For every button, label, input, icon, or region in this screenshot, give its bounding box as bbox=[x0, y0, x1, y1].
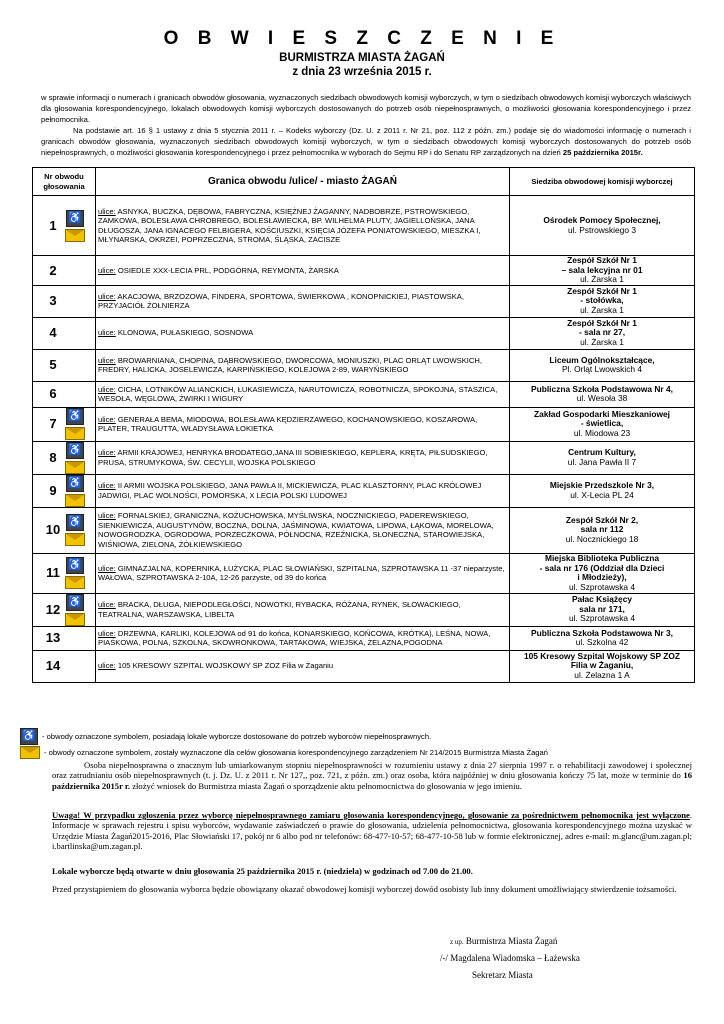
district-number-cell bbox=[33, 196, 96, 256]
info-text: . Informacje w sprawach rejestru i spisu wyborców, wydawanie zaświadczeń o prawie do głosowania, udzielenia pełnomocnictwa, głosowania korespondencyjnego można uzyskać w Urzędzie Miasta Żagań2015-2016, Plac Słowiański 17, pokój nr 6 albo pod nr telefonów: 68-477-10-57; 68-477-10-58 lub w formie elektronicznej, adres e-mail: m.glanc@um.zagan.pl; i.bartlinska@um.zagan.pl. bbox=[52, 810, 692, 852]
district-number: 10 bbox=[45, 522, 61, 538]
district-number: 8 bbox=[49, 449, 57, 465]
streets-prefix: ulice: bbox=[98, 511, 116, 520]
streets-prefix: ulice: bbox=[98, 384, 116, 394]
district-number: 2 bbox=[49, 262, 57, 278]
intro-paragraph-2 bbox=[41, 125, 691, 158]
commission-seat-line: ul. Żarska 1 bbox=[580, 336, 624, 347]
commission-seat-cell bbox=[510, 474, 695, 507]
commission-seat-cell bbox=[510, 553, 695, 593]
paragraph-proxy bbox=[52, 760, 692, 791]
envelope-icon bbox=[65, 461, 85, 474]
district-number-cell bbox=[33, 256, 96, 286]
district-number-cell bbox=[33, 407, 96, 441]
header-granica: Granica obwodu /ulice/ - miasto ŻAGAŃ bbox=[96, 168, 510, 196]
document-title: O B W I E S Z C Z E N I E bbox=[163, 28, 561, 49]
warning-text: Uwaga! W przypadku zgłoszenia przez wyborcę niepełnosprawnego zamiaru głosowania korespondencyjnego, głosowanie za pośrednictwem pełnomocnika jest wyłączone bbox=[52, 810, 690, 820]
district-number-cell bbox=[33, 593, 96, 626]
commission-seat-line: ul. Pstrowskiego 3 bbox=[568, 224, 636, 235]
district-icons bbox=[65, 442, 85, 474]
commission-seat-line: ul. Szkolna 42 bbox=[575, 637, 629, 647]
header-siedziba: Siedziba obwodowej komisji wyborczej bbox=[510, 168, 695, 196]
streets-prefix: ulice: bbox=[98, 448, 116, 457]
table-row bbox=[33, 441, 695, 474]
table-row bbox=[33, 349, 695, 381]
commission-seat-line: Centrum Kultury, bbox=[568, 447, 636, 457]
table-row bbox=[33, 407, 695, 441]
intro-section bbox=[41, 92, 691, 158]
commission-seat-line: ul. Szprotawska 4 bbox=[568, 613, 636, 624]
commission-seat-line: - stołówka, bbox=[580, 295, 624, 306]
streets-list: DRZEWNA, KARLIKI, KOLEJOWA od 91 do końca, KONARSKIEGO, KOŃCOWA, KRÓTKA), LEŚNA, NOWA, PIAŚKOWA, POLNA, SZKOLNA, SKOWRONKOWA, TARTAKOWA, WIEJSKA, ŻELAZNA,POGODNA bbox=[98, 628, 491, 647]
commission-seat-line: Zespół Szkół Nr 1 bbox=[567, 285, 637, 296]
legend-wc-text: - obwody oznaczone symbolem, posiadają lokale wyborcze dostosowane do potrzeb wyborców niepełnosprawnych. bbox=[42, 732, 432, 741]
commission-seat-cell bbox=[510, 650, 695, 682]
signature-prefix: z up. bbox=[450, 938, 464, 946]
commission-seat-line: Miejska Biblioteka Publiczna bbox=[544, 553, 660, 563]
wheelchair-icon: ♿ bbox=[66, 442, 84, 459]
paragraph-hours bbox=[52, 866, 692, 876]
streets-list: GENERAŁA BEMA, MIODOWA, BOLESŁAWA KĘDZIERZAWEGO, KOCHANOWSKIEGO, KOSZAROWA, PLATER, TRAUGUTTA, WŁADYSŁAWA ŁOKIETKA bbox=[98, 414, 478, 433]
table-row bbox=[33, 196, 695, 256]
header-nr: Nr obwodu głosowania bbox=[33, 168, 96, 196]
commission-seat-line: Publiczna Szkoła Podstawowa Nr 3, bbox=[531, 627, 673, 638]
streets-prefix: ulice: bbox=[98, 206, 116, 216]
streets-prefix: ulice: bbox=[98, 628, 116, 638]
district-icons bbox=[65, 594, 85, 626]
commission-seat-line: Zakład Gospodarki Mieszkaniowej bbox=[534, 408, 670, 419]
district-number: 13 bbox=[45, 630, 61, 646]
commission-seat-line: Publiczna Szkoła Podstawowa Nr 4, bbox=[531, 383, 673, 394]
commission-seat-line: Zespół Szkół Nr 1 bbox=[567, 255, 637, 265]
district-icons bbox=[65, 408, 85, 440]
envelope-icon bbox=[65, 494, 85, 507]
commission-seat-line: Filia w Żaganiu, bbox=[570, 660, 634, 671]
table-row bbox=[33, 256, 695, 286]
streets-list: ASNYKA, BUCZKA, DĘBOWA, FABRYCZNA, KSIĘŻNEJ ŻAGANNY, NADBOBRZE, PSTROWSKIEGO, ZAMKOWA, BOLESŁAWA CHROBREGO, BOLESŁAWIECKA, BP. WILHELMA PLUTY, JAGIELLOŃSKA, JANA DŁUGOSZA, JANA IGNACEGO FELBIGERA, KOŚCIUSZKI, KSIĘCIA JÓZEFA PONIATOWSKIEGO, MIESZKA I, MŁYNARSKA, OKRZEI, POPRZECZNA, STROMA, ŚLĄSKA, ZACISZE bbox=[98, 206, 481, 244]
wheelchair-icon: ♿ bbox=[66, 594, 84, 611]
wheelchair-icon: ♿ bbox=[66, 408, 84, 425]
envelope-icon bbox=[65, 229, 85, 242]
district-number-cell bbox=[33, 650, 96, 682]
district-streets-cell bbox=[96, 650, 510, 682]
legend-env bbox=[20, 745, 700, 760]
streets-list: OSIEDLE XXX-LECIA PRL, PODGÓRNA, REYMONTA, ŻARSKA bbox=[117, 265, 339, 275]
district-streets-cell bbox=[96, 507, 510, 553]
commission-seat-line: ul. X-Lecia PL 24 bbox=[570, 489, 634, 500]
streets-list: AKACJOWA, BRZOZOWA, FINDERA, SPORTOWA, ŚWIERKOWA , KONOPNICKIEJ, PIASTOWSKA, PRZYJACIÓŁ ŻOŁNIERZA bbox=[98, 291, 464, 310]
district-streets-cell bbox=[96, 626, 510, 650]
district-streets-cell bbox=[96, 474, 510, 507]
proxy-text-b: złożyć wniosek do Burmistrza miasta Żagań o sporządzenie aktu pełnomocnictwa do głosowania w jego imieniu. bbox=[132, 780, 522, 791]
district-streets-cell bbox=[96, 285, 510, 317]
document-date: z dnia 23 września 2015 r. bbox=[292, 66, 432, 78]
election-date: 25 października 2015r. bbox=[562, 148, 643, 157]
table-row bbox=[33, 474, 695, 507]
district-streets-cell bbox=[96, 593, 510, 626]
legend-wc bbox=[20, 728, 700, 745]
legend-env-text: - obwody oznaczone symbolem, zostały wyznaczone dla celów głosowania korespondencyjnego zarządzeniem Nr 214/2015 Burmistrza Miasta Żagań bbox=[44, 748, 548, 757]
opening-hours: Lokale wyborcze będą otwarte w dniu głosowania 25 października 2015 r. (niedziela) w godzinach od 7.00 do 21.00. bbox=[52, 866, 473, 876]
districts-table bbox=[32, 167, 695, 683]
table-row bbox=[33, 593, 695, 626]
wheelchair-icon: ♿ bbox=[66, 475, 84, 492]
commission-seat-cell bbox=[510, 196, 695, 256]
proxy-deadline: 16 października 2015r r. bbox=[52, 770, 692, 791]
envelope-icon bbox=[65, 533, 85, 546]
district-streets-cell bbox=[96, 256, 510, 286]
district-number: 9 bbox=[49, 482, 57, 498]
commission-seat-line: ul. Jana Pawła II 7 bbox=[567, 456, 637, 467]
table-row bbox=[33, 381, 695, 407]
district-number: 4 bbox=[49, 325, 57, 341]
streets-prefix: ulice: bbox=[98, 600, 116, 609]
commission-seat-cell bbox=[510, 593, 695, 626]
table-row bbox=[33, 626, 695, 650]
streets-prefix: ulice: bbox=[98, 291, 116, 301]
commission-seat-line: Pl. Orląt Lwowskich 4 bbox=[561, 364, 643, 374]
streets-list: II ARMII WOJSKA POLSKIEGO, JANA PAWŁA II, MICKIEWICZA, PLAC KLASZTORNY, PLAC KRÓLOWEJ JADWIGI, PLAC WOLNOŚCI, POMORSKA, X LECIA POLSKI LUDOWEJ bbox=[98, 481, 482, 500]
streets-list: BROWARNIANA, CHOPINA, DĄBROWSKIEGO, DWORCOWA, MONIUSZKI, PLAC ORLĄT LWOWSKICH, FREDRY, HALICKA, JOSELEWICZA, KARPIŃSKIEGO, KOLEJOWA 2-89, WARYŃSKIEGO bbox=[98, 355, 482, 374]
district-number-cell bbox=[33, 317, 96, 349]
streets-list: 105 KRESOWY SZPITAL WOJSKOWY SP ZOZ Filia w Żaganiu bbox=[117, 661, 334, 671]
commission-seat-line: Zespół Szkół Nr 2, bbox=[565, 514, 639, 525]
commission-seat-line: sala nr 171, bbox=[579, 603, 625, 614]
table-row bbox=[33, 650, 695, 682]
commission-seat-cell bbox=[510, 626, 695, 650]
intro-p2-text: Na podstawie art. 16 § 1 ustawy z dnia 5 stycznia 2011 r. – Kodeks wyborczy (Dz. U. z 2011 r. Nr 21, poz. 112 z późn. zm.) podaje się do wiadomości informację o numerach i granicach obwodów głosowania, wyznaczonych siedzibach obwodowych komisji wyborczych, w tym o siedzibach obwodowych komisji wyborczych dostosowanych do potrzeb osób niepełnosprawnych, o możliwości głosowania korespondencyjnego i przez pełnomocnika w wyborach do Sejmu RP i do Senatu RP zarządzonych na dzień bbox=[41, 126, 691, 157]
commission-seat-cell bbox=[510, 349, 695, 381]
envelope-icon bbox=[65, 427, 85, 440]
commission-seat-line: - świetlica, bbox=[580, 418, 624, 429]
wheelchair-icon: ♿ bbox=[66, 210, 84, 227]
district-icons bbox=[65, 557, 85, 589]
district-number: 1 bbox=[49, 217, 57, 233]
commission-seat-cell bbox=[510, 441, 695, 474]
commission-seat-line: - sala nr 27, bbox=[578, 327, 626, 338]
commission-seat-line: ul. Nocznickiego 18 bbox=[565, 533, 639, 544]
streets-prefix: ulice: bbox=[98, 661, 116, 671]
signature-authority: Burmistrza Miasta Żagań bbox=[465, 936, 558, 946]
district-icons bbox=[65, 210, 85, 242]
district-streets-cell bbox=[96, 317, 510, 349]
district-streets-cell bbox=[96, 441, 510, 474]
district-number-cell bbox=[33, 553, 96, 593]
commission-seat-line: ul. Żarska 1 bbox=[580, 304, 624, 315]
commission-seat-line: ul. Żelazna 1 A bbox=[574, 669, 630, 680]
wheelchair-icon: ♿ bbox=[66, 557, 84, 574]
commission-seat-line: Pałac Książęcy bbox=[571, 594, 633, 605]
commission-seat-cell bbox=[510, 381, 695, 407]
envelope-icon bbox=[65, 576, 85, 589]
commission-seat-cell bbox=[510, 317, 695, 349]
commission-seat-line: ul. Szprotawska 4 bbox=[568, 581, 636, 592]
district-number: 3 bbox=[49, 293, 57, 309]
district-number: 5 bbox=[49, 357, 57, 373]
proxy-text-a: Osoba niepełnosprawna o znacznym lub umiarkowanym stopniu niepełnosprawności w rozumieniu ustawy z dnia 27 sierpnia 1997 r. o rehabilitacji zawodowej i społecznej oraz zatrudnianiu osób niepełnosprawnych (t. j. Dz. U. z 2011 r. Nr 127,, poz. 721, z późn. zm.) oraz osoba, która najpóźniej w dniu głosowania kończy 75 lat, może w terminie do bbox=[52, 760, 692, 781]
district-number: 12 bbox=[45, 601, 61, 617]
streets-prefix: ulice: bbox=[98, 414, 116, 424]
district-number: 14 bbox=[45, 658, 61, 674]
district-number-cell bbox=[33, 626, 96, 650]
district-icons bbox=[65, 514, 85, 546]
wheelchair-icon: ♿ bbox=[66, 514, 84, 531]
commission-seat-line: Liceum Ogólnokształcące, bbox=[549, 354, 655, 365]
commission-seat-line: ul. Żarska 1 bbox=[580, 274, 624, 284]
district-streets-cell bbox=[96, 349, 510, 381]
district-number-cell bbox=[33, 474, 96, 507]
envelope-icon bbox=[65, 613, 85, 626]
district-number: 7 bbox=[49, 416, 57, 432]
signature-line-1 bbox=[450, 933, 650, 951]
signature-line-3: Sekretarz Miasta bbox=[472, 970, 533, 980]
commission-seat-line: Ośrodek Pomocy Społecznej, bbox=[543, 215, 661, 225]
table-row bbox=[33, 507, 695, 553]
district-number: 6 bbox=[49, 386, 57, 402]
district-streets-cell bbox=[96, 407, 510, 441]
streets-prefix: ulice: bbox=[98, 328, 116, 338]
table-row bbox=[33, 317, 695, 349]
district-number-cell bbox=[33, 381, 96, 407]
commission-seat-line: ul. Wesoła 38 bbox=[576, 393, 628, 403]
legend bbox=[20, 728, 700, 760]
commission-seat-line: Miejskie Przedszkole Nr 3, bbox=[549, 480, 655, 490]
district-icons bbox=[65, 475, 85, 507]
envelope-icon bbox=[20, 746, 40, 759]
commission-seat-line: ul. Miodowa 23 bbox=[573, 427, 631, 438]
commission-seat-cell bbox=[510, 507, 695, 553]
paragraph-id bbox=[52, 884, 692, 894]
streets-list: ARMII KRAJOWEJ, HENRYKA BRODATEGO,JANA III SOBIESKIEGO, KEPLERA, KRĘTA, PIŁSUDSKIEGO, PRUSA, STRUMYKOWA, ŚW. CECYLII, WOJSKA POLSKIEGO bbox=[98, 448, 488, 467]
commission-seat-line: 105 Kresowy Szpital Wojskowy SP ZOZ bbox=[523, 650, 681, 661]
intro-paragraph-1: w sprawie informacji o numerach i granicach obwodów głosowania, wyznaczonych siedzibach obwodowych komisji wyborczych, w tym o siedzibach obwodowych komisji wyborczych właściwych dla głosowania korespondencyjnego, lokalach obwodowych komisji wyborczych dostosowanych do potrzeb osób niepełnosprawnych, o możliwości głosowania korespondencyjnego i przez pełnomocnika. bbox=[41, 93, 691, 124]
commission-seat-line: Zespół Szkół Nr 1 bbox=[567, 317, 637, 328]
commission-seat-line: – sala lekcyjna nr 01 bbox=[561, 264, 643, 275]
commission-seat-cell bbox=[510, 407, 695, 441]
table-row bbox=[33, 553, 695, 593]
commission-seat-line: i Młodzieży), bbox=[577, 572, 627, 582]
streets-prefix: ulice: bbox=[98, 265, 116, 275]
streets-list: CICHA, LOTNIKÓW ALIANCKICH, ŁUKASIEWICZA, NARUTOWICZA, ROBOTNICZA, SPOKOJNA, STASZICA, WESOŁA, WĘGLOWA, ŻWIRKI I WIGURY bbox=[98, 384, 498, 403]
streets-list: KLONOWA, PUŁASKIEGO, SOSNOWA bbox=[117, 328, 254, 338]
table-row bbox=[33, 285, 695, 317]
district-streets-cell bbox=[96, 381, 510, 407]
wheelchair-icon: ♿ bbox=[20, 728, 38, 745]
signature-line-2: /-/ Magdalena Wiadomska – Łażewska bbox=[440, 953, 580, 963]
commission-seat-line: - sala nr 176 (Oddział dla Dzieci bbox=[539, 562, 665, 573]
streets-list: BRACKA, DŁUGA, NIEPODLEGŁOŚCI, NOWOTKI, RYBACKA, RÓŻANA, RYNEK, SŁOWACKIEGO, TEATRALNA, WARSZAWSKA, LIBELTA bbox=[98, 600, 461, 619]
district-number-cell bbox=[33, 441, 96, 474]
district-number-cell bbox=[33, 507, 96, 553]
issuing-authority: BURMISTRZA MIASTA ŻAGAŃ bbox=[279, 52, 445, 64]
streets-prefix: ulice: bbox=[98, 563, 116, 573]
streets-list: GIMNAZJALNA, KOPERNIKA, ŁUŻYCKA, PLAC SŁOWIAŃSKI, SZPITALNA, SZPROTAWSKA 11 -37 nieparzyste, WAŁOWA, SZPROTAWSKA 2-10A, 12-26 parzyste, od 39 do końca bbox=[98, 563, 505, 582]
district-streets-cell bbox=[96, 196, 510, 256]
district-number: 11 bbox=[46, 565, 60, 581]
commission-seat-cell bbox=[510, 285, 695, 317]
streets-prefix: ulice: bbox=[98, 355, 116, 365]
district-number-cell bbox=[33, 349, 96, 381]
commission-seat-line: sala nr 112 bbox=[580, 524, 624, 535]
district-number-cell bbox=[33, 285, 96, 317]
streets-prefix: ulice: bbox=[98, 481, 116, 490]
paragraph-warning bbox=[52, 810, 692, 852]
districts-table-body bbox=[33, 196, 695, 683]
id-requirement: Przed przystąpieniem do głosowania wyborca będzie obowiązany okazać obwodowej komisji wyborczej dowód osobisty lub inny dokument umożliwiający stwierdzenie tożsamości. bbox=[52, 884, 677, 894]
district-streets-cell bbox=[96, 553, 510, 593]
commission-seat-cell bbox=[510, 256, 695, 286]
streets-list: FORNALSKIEJ, GRANICZNA, KOŻUCHOWSKA, MYŚLIWSKA, NOCZNICKIEGO, PADEREWSKIEGO, SIENKIEWICZA, AUGUSTYNÓW, BOCZNA, DOLNA, JAŚMINOWA, KWIATOWA, LIPOWA, ŁĄKOWA, MORELOWA, NOWOGRODZKA, OGRODOWA, PORZECZKOWA, PÓŁNOCNA, RZEŹNICKA, SŁONECZNA, STAROWIEJSKA, WIŚNIOWA, ZIELONA, ŻÓŁKIEWSKIEGO bbox=[98, 511, 494, 549]
